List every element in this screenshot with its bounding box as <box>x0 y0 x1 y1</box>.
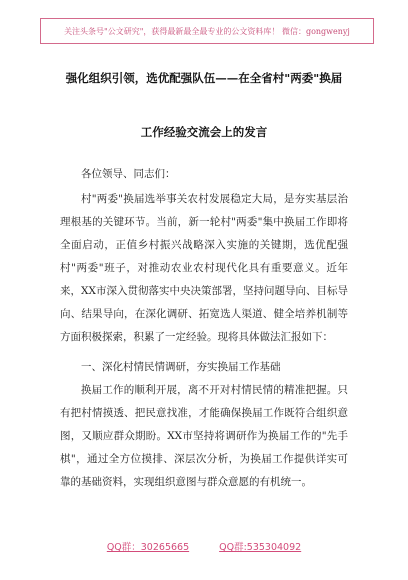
document-title-line2: 工作经验交流会上的发言 <box>140 125 268 139</box>
paragraph-intro: 村"两委"换届选举事关农村发展稳定大局，是夯实基层治理根基的关键环节。当前，新一轮村"两委"集中换届工作即将全面启动，正值乡村振兴战略深入实施的关键期，选优配强村"两委"班子，对推动农业农村现代化具有重要意义。近年来，XX市深入贯彻落实中央决策部署，坚持问题导向、目标导向、结果导向，在深化调研、拓宽选人渠道、健全培养机制等方面积极探索，积累了一定经验。现将具体做法汇报如下： <box>60 193 348 343</box>
greeting: 各位领导、同志们： <box>81 168 176 180</box>
qq-group-link-2[interactable]: QQ群:535304092 <box>219 542 302 553</box>
document-title-line1: 强化组织引领，选优配强队伍——在全省村"两委"换届 <box>65 71 343 85</box>
footer-links <box>0 539 408 553</box>
promo-banner-text: 关注头条号"公文研究"，获得最新最全最专业的公文资料库！ 微信：gongwenyj <box>64 26 350 36</box>
promo-banner <box>40 18 374 44</box>
paragraph-section-1: 换届工作的顺利开展，离不开对村情民情的精准把握。只有把村情摸透、把民意找准，才能确保换届工作既符合组织意图，又顺应群众期盼。XX市坚持将调研作为换届工作的"先手棋"，通过全方位摸排、深层次分析，为换届工作提供详实可靠的基础资料，实现组织意图与群众意愿的有机统一。 <box>60 384 348 488</box>
section-heading-1: 一、深化村情民情调研，夯实换届工作基础 <box>81 361 281 373</box>
qq-group-link-1[interactable]: QQ群：30265665 <box>106 542 190 553</box>
